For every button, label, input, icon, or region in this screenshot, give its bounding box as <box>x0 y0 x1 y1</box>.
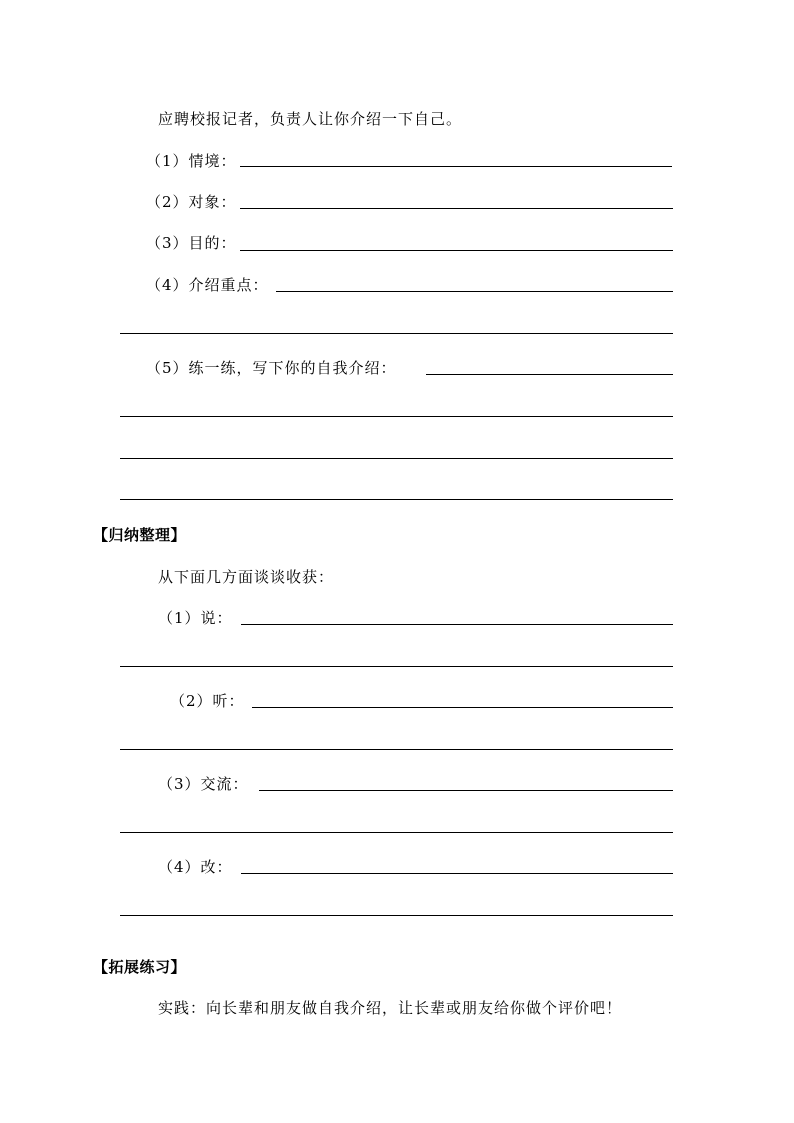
item-communicate-label: （3）交流： <box>158 775 249 793</box>
summary-intro: 从下面几方面谈谈收获： <box>158 568 335 586</box>
answer-line-speak-2[interactable] <box>120 666 673 667</box>
answer-line-practice-4[interactable] <box>120 499 673 500</box>
answer-line-audience[interactable] <box>240 208 673 209</box>
answer-line-practice[interactable] <box>426 374 673 375</box>
answer-line-revise[interactable] <box>241 873 673 874</box>
answer-line-focus[interactable] <box>276 291 673 292</box>
item-revise-label: （4）改： <box>158 858 233 876</box>
answer-line-practice-3[interactable] <box>120 458 673 459</box>
extension-text: 实践：向长辈和朋友做自我介绍，让长辈或朋友给你做个评价吧！ <box>158 999 623 1017</box>
answer-line-communicate-2[interactable] <box>120 832 673 833</box>
answer-line-listen[interactable] <box>252 707 673 708</box>
item-purpose-label: （3）目的： <box>146 234 237 252</box>
answer-line-situation[interactable] <box>240 166 672 167</box>
answer-line-communicate[interactable] <box>259 790 673 791</box>
answer-line-revise-2[interactable] <box>120 915 673 916</box>
answer-line-listen-2[interactable] <box>120 749 673 750</box>
heading-summary: 【归纳整理】 <box>93 526 187 544</box>
item-practice-label: （5）练一练，写下你的自我介绍： <box>146 359 397 377</box>
answer-line-practice-2[interactable] <box>120 416 673 417</box>
item-audience-label: （2）对象： <box>146 193 237 211</box>
intro-text: 应聘校报记者，负责人让你介绍一下自己。 <box>158 110 463 128</box>
heading-extension: 【拓展练习】 <box>93 958 187 976</box>
item-speak-label: （1）说： <box>158 609 233 627</box>
item-focus-label: （4）介绍重点： <box>146 276 269 294</box>
answer-line-speak[interactable] <box>241 624 673 625</box>
item-listen-label: （2）听： <box>170 692 245 710</box>
item-situation-label: （1）情境： <box>146 152 237 170</box>
answer-line-purpose[interactable] <box>240 250 673 251</box>
answer-line-focus-2[interactable] <box>120 333 673 334</box>
